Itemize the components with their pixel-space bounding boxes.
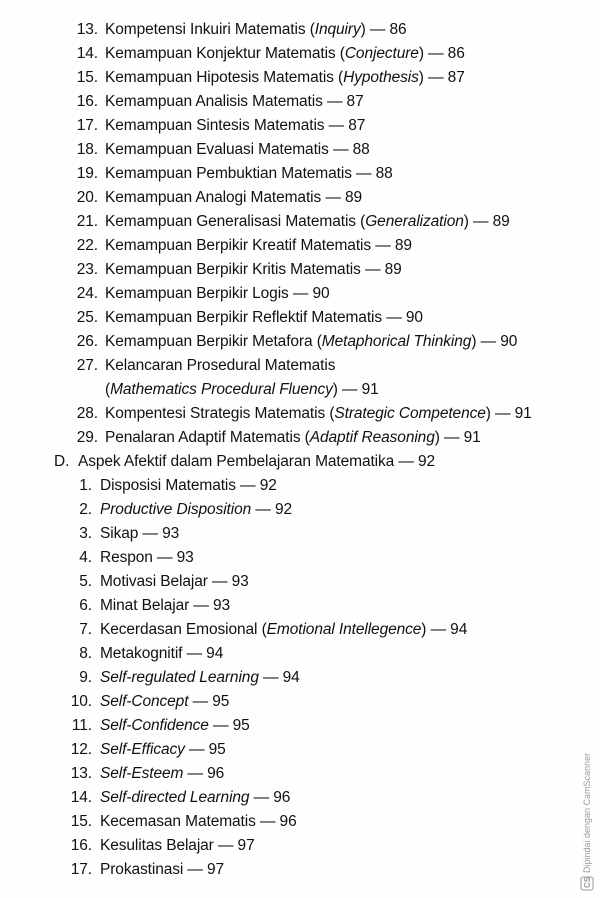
entry-text: Kesulitas Belajar — 97 — [100, 837, 255, 854]
entry-number: 20. — [76, 189, 98, 206]
entry-text: ) — 91 — [332, 381, 379, 398]
entry-label — [100, 693, 229, 710]
entry-italic-text: Conjecture — [344, 45, 419, 62]
entry-text: ) — 86 — [360, 21, 407, 38]
toc-entry[interactable] — [72, 116, 365, 136]
entry-text: Kemampuan Pembuktian Matematis — 88 — [105, 165, 393, 182]
toc-entry[interactable] — [72, 308, 423, 328]
camscanner-watermark-graphic — [578, 752, 596, 892]
entry-number: 22. — [76, 237, 98, 254]
entry-label — [100, 741, 226, 758]
entry-label — [105, 93, 364, 110]
entry-text: — 92 — [251, 501, 293, 518]
toc-entry[interactable] — [66, 716, 250, 736]
toc-entry[interactable] — [72, 44, 465, 64]
entry-number: 27. — [76, 357, 98, 374]
entry-text: Kompentesi Strategis Matematis ( — [105, 405, 335, 422]
toc-entry[interactable] — [66, 476, 277, 496]
entry-text: Kemampuan Berpikir Reflektif Matematis — 90 — [105, 309, 423, 326]
entry-italic-text: Self-Concept — [100, 693, 189, 710]
entry-label — [105, 45, 465, 62]
entry-label — [100, 501, 292, 518]
toc-entry[interactable] — [66, 596, 230, 616]
entry-label — [105, 21, 407, 38]
toc-entry[interactable] — [66, 620, 467, 640]
entry-number: 13. — [76, 21, 98, 38]
camscanner-badge-text: CS — [583, 876, 592, 888]
entry-italic-text: Self-directed Learning — [100, 789, 250, 806]
entry-number: 18. — [76, 141, 98, 158]
entry-number: 2. — [79, 501, 92, 518]
entry-number: 21. — [76, 213, 98, 230]
entry-text: — 96 — [249, 789, 291, 806]
toc-entry[interactable] — [66, 548, 194, 568]
entry-number: 9. — [79, 669, 92, 686]
toc-entry[interactable] — [66, 500, 292, 520]
entry-italic-text: Emotional Intellegence — [266, 621, 422, 638]
entry-italic-text: Self-regulated Learning — [100, 669, 259, 686]
camscanner-caption: Dipindai dengan CamScanner — [582, 752, 592, 873]
toc-entry[interactable] — [66, 572, 249, 592]
entry-number: 17. — [76, 117, 98, 134]
toc-entry[interactable] — [72, 140, 370, 160]
entry-text: ) — 89 — [463, 213, 510, 230]
toc-entry[interactable] — [66, 692, 229, 712]
entry-italic-text: Metaphorical Thinking — [321, 333, 472, 350]
toc-entry[interactable] — [72, 92, 364, 112]
entry-text: — 95 — [208, 717, 250, 734]
entry-text: ) — 91 — [485, 405, 532, 422]
toc-entry[interactable] — [66, 860, 224, 880]
toc-entry[interactable] — [72, 380, 379, 400]
entry-text: ) — 90 — [471, 333, 518, 350]
entry-number: 15. — [76, 69, 98, 86]
entry-italic-text: Hypothesis — [343, 69, 419, 86]
entry-text: Sikap — 93 — [100, 525, 180, 542]
entry-label — [105, 189, 362, 206]
entry-label — [105, 285, 330, 302]
entry-label — [100, 837, 255, 854]
entry-label — [105, 261, 402, 278]
entry-text: Kemampuan Hipotesis Matematis ( — [105, 69, 344, 86]
entry-italic-text: Adaptif Reasoning — [309, 429, 435, 446]
entry-text: Respon — 93 — [100, 549, 194, 566]
entry-number: 5. — [79, 573, 92, 590]
section-letter: D. — [54, 453, 70, 470]
entry-number: 17. — [70, 861, 92, 878]
entry-number: 15. — [70, 813, 92, 830]
entry-text: Penalaran Adaptif Matematis ( — [105, 429, 310, 446]
entry-text: Prokastinasi — 97 — [100, 861, 225, 878]
entry-italic-text: Mathematics Procedural Fluency — [110, 381, 333, 398]
toc-entry[interactable] — [66, 644, 223, 664]
entry-label — [100, 645, 223, 662]
entry-label — [100, 789, 290, 806]
entry-text: ( — [105, 381, 111, 398]
entry-number: 16. — [70, 837, 92, 854]
entry-number: 24. — [76, 285, 98, 302]
entry-label — [105, 429, 481, 446]
entry-label — [105, 69, 465, 86]
entry-label — [105, 405, 532, 422]
entry-text: Motivasi Belajar — 93 — [100, 573, 249, 590]
entry-text: — 94 — [258, 669, 300, 686]
entry-text: ) — 94 — [421, 621, 468, 638]
entry-label — [100, 597, 230, 614]
entry-number: 1. — [79, 477, 92, 494]
entry-label — [100, 621, 467, 638]
entry-text: — 95 — [188, 693, 230, 710]
toc-entry[interactable] — [72, 332, 517, 352]
entry-text: Kemampuan Evaluasi Matematis — 88 — [105, 141, 370, 158]
entry-text: — 95 — [184, 741, 226, 758]
entry-label — [100, 477, 277, 494]
entry-label — [100, 813, 297, 830]
entry-label — [105, 117, 365, 134]
toc-entry[interactable] — [66, 524, 179, 544]
entry-label — [105, 357, 335, 374]
toc-entry[interactable] — [72, 260, 402, 280]
entry-label — [105, 333, 517, 350]
entry-number: 7. — [79, 621, 92, 638]
entry-text: Kemampuan Berpikir Metafora ( — [105, 333, 322, 350]
entry-number: 11. — [71, 717, 92, 734]
toc-entry[interactable] — [72, 428, 481, 448]
entry-number: 19. — [76, 165, 98, 182]
entry-number: 14. — [70, 789, 92, 806]
toc-entry[interactable] — [72, 212, 510, 232]
entry-text: Kemampuan Analisis Matematis — 87 — [105, 93, 364, 110]
entry-label — [100, 573, 249, 590]
toc-entry[interactable] — [72, 284, 330, 304]
entry-italic-text: Self-Confidence — [100, 717, 209, 734]
toc-entry[interactable] — [66, 764, 224, 784]
entry-italic-text: Strategic Competence — [334, 405, 486, 422]
toc-entry[interactable] — [66, 788, 290, 808]
entry-label — [100, 525, 179, 542]
entry-text: — 96 — [183, 765, 225, 782]
entry-label — [105, 381, 379, 398]
entry-number: 10. — [70, 693, 92, 710]
entry-text: ) — 86 — [418, 45, 465, 62]
entry-number: 16. — [76, 93, 98, 110]
entry-text: Kemampuan Berpikir Kritis Matematis — 89 — [105, 261, 402, 278]
entry-italic-text: Inquiry — [314, 21, 361, 38]
entry-number: 14. — [76, 45, 98, 62]
entry-text: Kelancaran Prosedural Matematis — [105, 357, 336, 374]
entry-italic-text: Self-Efficacy — [100, 741, 185, 758]
entry-label — [105, 213, 510, 230]
entry-text: Kemampuan Berpikir Logis — 90 — [105, 285, 330, 302]
entry-text: Kecemasan Matematis — 96 — [100, 813, 297, 830]
entry-label — [100, 549, 194, 566]
entry-number: 26. — [76, 333, 98, 350]
toc-entry[interactable] — [72, 188, 362, 208]
entry-number: 6. — [79, 597, 92, 614]
entry-italic-text: Generalization — [365, 213, 464, 230]
toc-entry[interactable] — [72, 236, 412, 256]
entry-number: 8. — [79, 645, 92, 662]
toc-entry[interactable] — [66, 836, 255, 856]
entry-number: 29. — [76, 429, 98, 446]
entry-number: 28. — [76, 405, 98, 422]
entry-text: Kemampuan Generalisasi Matematis ( — [105, 213, 366, 230]
camscanner-watermark — [578, 752, 596, 892]
entry-label — [105, 237, 412, 254]
toc-entry[interactable] — [66, 668, 300, 688]
section-heading-d[interactable] — [54, 452, 435, 472]
entry-number: 4. — [79, 549, 92, 566]
entry-italic-text: Self-Esteem — [100, 765, 184, 782]
entry-text: Metakognitif — 94 — [100, 645, 224, 662]
entry-text: Kemampuan Sintesis Matematis — 87 — [105, 117, 366, 134]
toc-entry[interactable] — [72, 20, 407, 40]
toc-entry[interactable] — [72, 404, 532, 424]
entry-label — [105, 165, 393, 182]
entry-label — [105, 309, 423, 326]
entry-number: 13. — [70, 765, 92, 782]
entry-label — [100, 861, 224, 878]
entry-text: Disposisi Matematis — 92 — [100, 477, 277, 494]
entry-label — [100, 669, 300, 686]
entry-number: 23. — [76, 261, 98, 278]
entry-label — [100, 765, 224, 782]
toc-entry[interactable] — [66, 740, 226, 760]
toc-entry[interactable] — [72, 356, 335, 376]
toc-entry[interactable] — [72, 68, 465, 88]
entry-text: Kemampuan Analogi Matematis — 89 — [105, 189, 362, 206]
entry-text: Minat Belajar — 93 — [100, 597, 231, 614]
entry-label — [105, 141, 370, 158]
entry-label — [100, 717, 250, 734]
entry-text: ) — 91 — [434, 429, 481, 446]
entry-text: Kemampuan Konjektur Matematis ( — [105, 45, 345, 62]
entry-number: 3. — [79, 525, 92, 542]
entry-italic-text: Productive Disposition — [100, 501, 252, 518]
toc-entry[interactable] — [72, 164, 393, 184]
entry-number: 12. — [70, 741, 92, 758]
entry-text: ) — 87 — [418, 69, 465, 86]
toc-entry[interactable] — [66, 812, 297, 832]
section-title: Aspek Afektif dalam Pembelajaran Matematika — 92 — [78, 453, 436, 470]
entry-text: Kompetensi Inkuiri Matematis ( — [105, 21, 315, 38]
entry-text: Kecerdasan Emosional ( — [100, 621, 267, 638]
entry-number: 25. — [76, 309, 98, 326]
entry-text: Kemampuan Berpikir Kreatif Matematis — 89 — [105, 237, 412, 254]
